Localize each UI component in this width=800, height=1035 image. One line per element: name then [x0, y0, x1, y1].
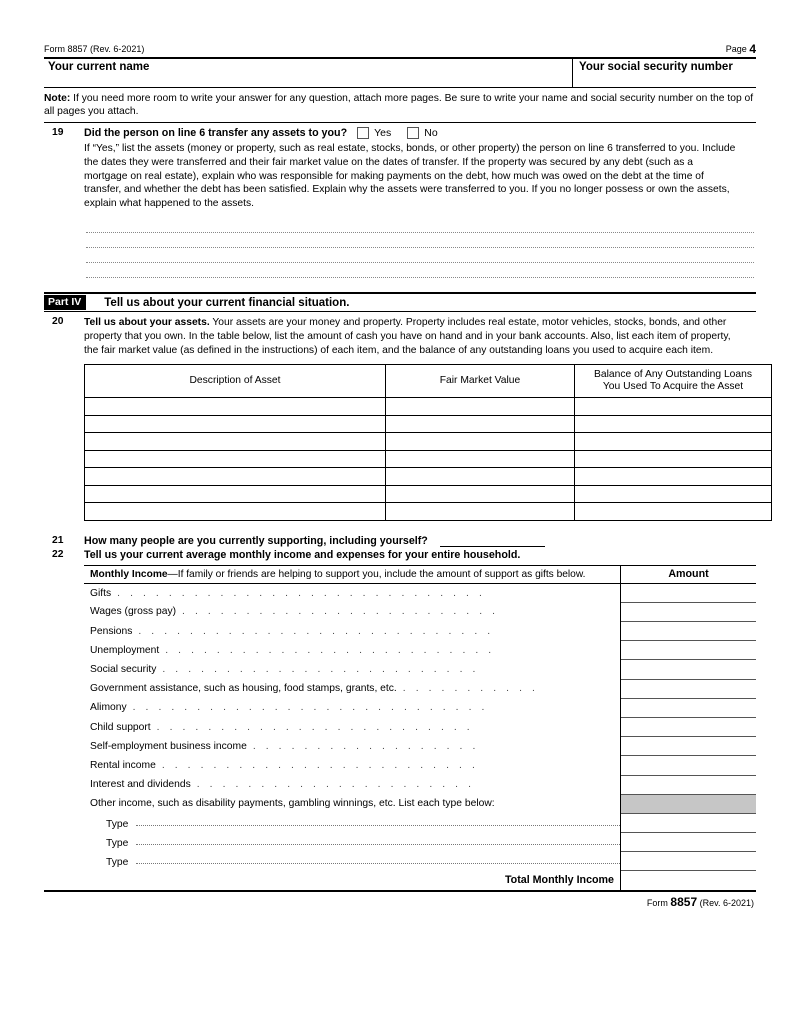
total-monthly-income-input[interactable]: [621, 871, 757, 890]
list-item: [84, 833, 756, 852]
asset-table: [84, 364, 772, 521]
income-amount-input[interactable]: [621, 717, 757, 736]
income-amount-input[interactable]: [621, 852, 757, 871]
asset-col-description: Description of Asset: [85, 365, 386, 398]
income-table-wrapper: [44, 565, 756, 890]
income-label-text: Social security: [90, 664, 157, 675]
other-income-type-row: [84, 852, 621, 871]
question-20-text: Your assets are your money and property. Property includes real estate, motor vehicles, stocks, bonds, and other property that you own. In the table below, list the amount of cash you have on hand and in your bank accounts. Also, list each item of property, the fair market value (as defined in the instructions) of each item, and the balance of any outstanding loans you used to acquire each item.: [84, 317, 731, 356]
question-22: [44, 549, 756, 561]
income-label-text: Pensions: [90, 625, 133, 637]
list-item: [84, 698, 756, 717]
question-20-lead: Tell us about your assets.: [84, 317, 210, 329]
asset-cell-fmv[interactable]: [386, 433, 575, 451]
type-label: Type: [106, 857, 129, 869]
income-row-label: [84, 660, 621, 679]
list-item: [84, 756, 756, 775]
other-income-row-label: [84, 794, 621, 813]
asset-col-fair-market-value: Fair Market Value: [386, 365, 575, 398]
asset-cell-balance[interactable]: [575, 415, 772, 433]
table-row[interactable]: [85, 503, 772, 521]
income-amount-input[interactable]: [621, 622, 757, 641]
income-label-text: Government assistance, such as housing, food stamps, grants, etc.: [90, 683, 397, 695]
income-header-label: [84, 565, 621, 583]
leader-dots: . . . . . . . . . . . . . . . . . .: [252, 740, 479, 752]
page-header: [44, 44, 756, 57]
asset-cell-fmv[interactable]: [386, 485, 575, 503]
part-4-tag: Part IV: [44, 295, 86, 310]
income-label-text: Unemployment: [90, 644, 160, 656]
list-item: [84, 717, 756, 736]
income-label-text: Other income, such as disability payments, gambling winnings, etc. List each type below:: [90, 798, 495, 810]
income-row-label: [84, 679, 621, 698]
question-19-number: 19: [52, 127, 64, 139]
asset-cell-balance[interactable]: [575, 485, 772, 503]
asset-col-loan-balance-line1: Balance of Any Outstanding Loans: [594, 368, 752, 380]
type-label: Type: [106, 819, 129, 830]
question-22-text: Tell us your current average monthly income and expenses for your entire household.: [84, 548, 521, 561]
asset-table-header-row: [85, 365, 772, 398]
total-row: [84, 871, 756, 890]
answer-line[interactable]: [86, 218, 754, 233]
asset-cell-description[interactable]: [85, 415, 386, 433]
income-amount-input[interactable]: [621, 698, 757, 717]
asset-cell-description[interactable]: [85, 450, 386, 468]
income-amount-input[interactable]: [621, 660, 757, 679]
asset-cell-description[interactable]: [85, 398, 386, 416]
type-input[interactable]: [136, 854, 620, 864]
list-item: [84, 775, 756, 794]
answer-line[interactable]: [86, 248, 754, 263]
other-income-type-row: [84, 813, 621, 832]
question-21-answer-input[interactable]: [440, 535, 545, 547]
current-name-label: Your current name: [48, 61, 150, 73]
leader-dots: . . . . . . . . . . . . . . . . . . . . . . . . .: [182, 606, 499, 618]
ssn-field[interactable]: [573, 59, 756, 87]
asset-cell-balance[interactable]: [575, 433, 772, 451]
type-input[interactable]: [136, 835, 620, 845]
question-19: [44, 123, 756, 278]
question-21-text: How many people are you currently supporting, including yourself?: [84, 534, 428, 547]
question-22-title: [84, 549, 756, 561]
leader-dots: . . . . . . . . . . . . . . . . . . . . . . . . .: [162, 664, 479, 675]
asset-col-loan-balance-line2: You Used To Acquire the Asset: [602, 381, 744, 393]
asset-cell-balance[interactable]: [575, 503, 772, 521]
ssn-label: Your social security number: [579, 61, 733, 73]
income-header-rest: —If family or friends are helping to support you, include the amount of support as gifts below.: [167, 568, 586, 580]
page-footer: [44, 892, 756, 909]
leader-dots: . . . . . . . . . . . . . . . . . . . . . . . . . . . . .: [117, 587, 486, 599]
answer-line[interactable]: [86, 263, 754, 278]
amount-column-header: Amount: [621, 565, 757, 583]
leader-dots: . . . . . . . . . . . . . . . . . . . . . . . . . .: [165, 644, 495, 656]
total-monthly-income-label: Total Monthly Income: [84, 871, 621, 890]
income-row-label: [84, 602, 621, 621]
answer-line[interactable]: [86, 233, 754, 248]
asset-cell-fmv[interactable]: [386, 503, 575, 521]
leader-dots: . . . . . . . . . . . . . . . . . . . . . .: [196, 779, 475, 791]
income-amount-input[interactable]: [621, 602, 757, 621]
asset-table-wrapper: [44, 364, 756, 521]
income-amount-input[interactable]: [621, 756, 757, 775]
leader-dots: . . . . . . . . . . . . . . . . . . . . . . . . .: [156, 721, 474, 733]
question-22-number: 22: [52, 548, 64, 560]
question-20: [44, 312, 756, 357]
current-name-field[interactable]: [44, 59, 573, 87]
question-19-answer-area[interactable]: [84, 218, 756, 278]
list-item: [84, 660, 756, 679]
income-label-text: Rental income: [90, 759, 156, 771]
income-row-label: [84, 583, 621, 602]
no-checkbox[interactable]: [407, 127, 419, 139]
question-21: [44, 535, 756, 547]
income-row-label: [84, 756, 621, 775]
list-item: [84, 679, 756, 698]
question-19-text: Did the person on line 6 transfer any assets to you?: [84, 127, 348, 140]
income-row-label: [84, 622, 621, 641]
yes-label: Yes: [374, 127, 392, 140]
income-amount-input[interactable]: [621, 813, 757, 832]
leader-dots: . . . . . . . . . . . . . . . . . . . . . . . . .: [161, 759, 479, 771]
income-header-bold: Monthly Income: [90, 568, 168, 580]
asset-cell-fmv[interactable]: [386, 468, 575, 486]
income-amount-input[interactable]: [621, 737, 757, 756]
table-row[interactable]: [85, 398, 772, 416]
yes-checkbox[interactable]: [357, 127, 369, 139]
asset-cell-balance[interactable]: [575, 450, 772, 468]
income-header-row: [84, 565, 756, 583]
note-label: Note:: [44, 93, 71, 104]
income-row-label: [84, 717, 621, 736]
question-19-title: [84, 127, 756, 139]
leader-dots: . . . . . . . . . . . . . . . . . . . . . . . . . . . .: [138, 625, 494, 637]
list-item: [84, 813, 756, 832]
question-21-title: [84, 535, 756, 547]
footer-form-number: 8857: [670, 894, 698, 909]
note-block: [44, 88, 756, 123]
table-row[interactable]: [85, 433, 772, 451]
list-item: [84, 641, 756, 660]
income-row-label: [84, 641, 621, 660]
asset-cell-description[interactable]: [85, 433, 386, 451]
type-input[interactable]: [136, 816, 620, 826]
income-amount-input[interactable]: [621, 641, 757, 660]
form-reference: Form 8857 (Rev. 6-2021): [44, 44, 145, 54]
income-amount-input[interactable]: [621, 679, 757, 698]
income-label-text: Self-employment business income: [90, 740, 247, 752]
page-indicator: [726, 44, 756, 55]
part-4-header: [44, 292, 756, 312]
part-4-title: Tell us about your current financial situation.: [104, 296, 350, 309]
table-row[interactable]: [85, 468, 772, 486]
income-row-label: [84, 737, 621, 756]
identity-band: [44, 59, 756, 88]
income-row-label: [84, 698, 621, 717]
asset-cell-balance[interactable]: [575, 398, 772, 416]
question-20-instructions: [84, 316, 739, 357]
income-label-text: Interest and dividends: [90, 779, 191, 791]
other-income-shaded-cell: [621, 794, 757, 813]
footer-revision: (Rev. 6-2021): [699, 897, 754, 908]
asset-cell-description[interactable]: [85, 503, 386, 521]
income-label-text: Alimony: [90, 702, 127, 714]
other-income-type-row: [84, 833, 621, 852]
list-item: [84, 622, 756, 641]
list-item: [84, 852, 756, 871]
page-label: Page: [725, 44, 747, 54]
asset-cell-fmv[interactable]: [386, 450, 575, 468]
income-label-text: Wages (gross pay): [90, 606, 177, 618]
income-label-text: Child support: [90, 721, 151, 733]
asset-cell-description[interactable]: [85, 468, 386, 486]
table-row[interactable]: [85, 415, 772, 433]
list-item: [84, 602, 756, 621]
income-label-text: Gifts: [90, 587, 112, 599]
page-number: 4: [749, 42, 756, 56]
form-sheet: [44, 44, 756, 909]
table-row[interactable]: [85, 450, 772, 468]
monthly-income-table: [84, 565, 756, 890]
asset-cell-balance[interactable]: [575, 468, 772, 486]
question-19-instructions: If “Yes,” list the assets (money or property, such as real estate, stocks, bonds, or other property) the person on line 6 transferred to you. Include the dates they were transferred and their fair market value on the dates of transfer. If the property was secured by any debt (such as a mortgage on real estate), explain who was responsible for making payments on the debt, how much was owed on the debt at the time of transfer, and whether the debt has been satisfied. Explain why the assets were transferred to you. If you no longer possess or own the assets, explain what happened to the assets.: [84, 143, 736, 209]
leader-dots: . . . . . . . . . . .: [402, 683, 539, 695]
table-row[interactable]: [85, 485, 772, 503]
income-row-label: [84, 775, 621, 794]
asset-table-body: [85, 398, 772, 521]
asset-cell-fmv[interactable]: [386, 415, 575, 433]
question-20-number: 20: [52, 316, 64, 328]
no-label: No: [424, 127, 438, 140]
asset-col-loan-balance: [575, 365, 772, 398]
list-item: [84, 794, 756, 813]
income-amount-input[interactable]: [621, 833, 757, 852]
list-item: [84, 583, 756, 602]
asset-cell-fmv[interactable]: [386, 398, 575, 416]
income-amount-input[interactable]: [621, 583, 757, 602]
note-text: If you need more room to write your answer for any question, attach more pages. Be sure to write your name and social security number on the top of all pages you attach.: [44, 93, 754, 118]
footer-prefix: Form: [646, 897, 668, 908]
income-amount-input[interactable]: [621, 775, 757, 794]
question-21-number: 21: [52, 534, 64, 546]
asset-cell-description[interactable]: [85, 485, 386, 503]
type-label: Type: [106, 838, 129, 850]
leader-dots: . . . . . . . . . . . . . . . . . . . . . . . . . . . .: [132, 702, 488, 714]
list-item: [84, 737, 756, 756]
